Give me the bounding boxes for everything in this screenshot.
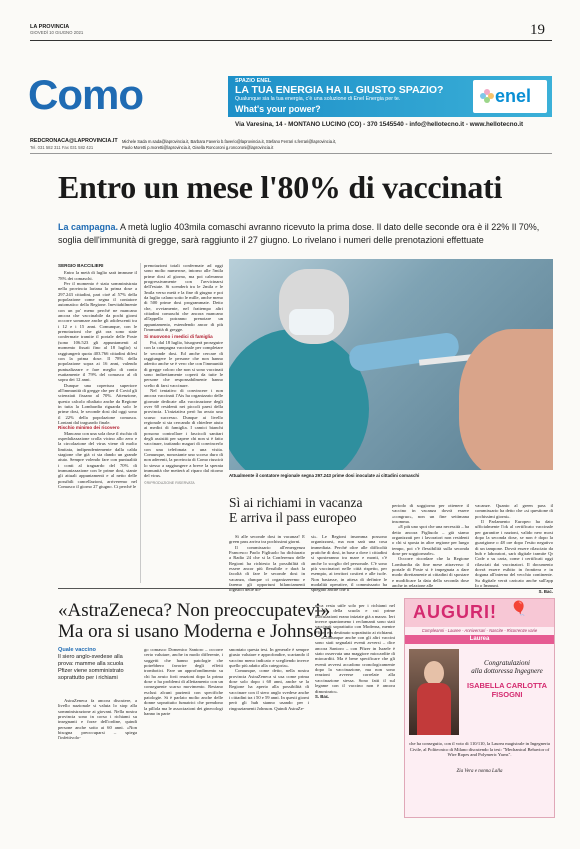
paragraph: Entro la metà di luglio sarà immune il 78% dei comaschi. — [58, 270, 137, 281]
paragraph: Sì alle seconde dosi in vacanza! E green pass arriva tra pochissimi giorni. — [229, 534, 305, 545]
gloved-hand — [348, 331, 461, 372]
paper-name: LA PROVINCIA — [30, 24, 70, 30]
main-headline: Entro un mese l'80% di vaccinati — [58, 169, 503, 205]
astra-headline-line-1: «AstraZeneca? Non preoccupatevi» — [58, 600, 331, 621]
lead-text: A metà luglio 403mila comaschi avranno ricevuto la prima dose. Il dato delle seconde ora è il 22% Il 70%, soglia dell'immunità di gregge, sarà raggiunto il 27 giugno. Lo rivelano i numeri delle prenotazioni effettuate — [58, 222, 540, 245]
ad-cta: What's your power? — [235, 104, 321, 114]
newsroom-email[interactable]: REDCRONACA@LAPROVINCIA.IT — [30, 138, 118, 144]
paragraph: Occorre ricordare che la Regione Lombardia da fine mese attraverso il portale di Poste si è impegnata a dare modo direttamente ai cittadini di spostare e modificare la data della seconda dose anche in relazione alle — [392, 556, 469, 589]
pass-col-1 — [229, 534, 305, 593]
graduate-face — [424, 661, 444, 685]
enel-logo-box — [473, 80, 547, 113]
paragraph: Nel tentativo di convincere i non ancora vaccinati l'Ats ha organizzato delle giornate dedicate alla vaccinazione degli over 60 residenti nei piccoli paesi della provincia. L'iniziativa però ha avuto uno scarso successo. Dunque ai livello regionale si sta cercando di chiedere aiuto ai medici di famiglia. I camici bianchi possono controllare i fascicoli sanitari degli assistiti per sapere chi non si è fatto vaccinare, trattando magari di convincerlo con una telefonata o una visita. Comunque, nonostante uno scorso duro di non aderenti, la provincia di Como riuscirà lo stesso a raggiungere a breve la sperata immunità che metterà al riparo dal ritorno del virus. — [144, 387, 223, 479]
paragraph: vacanze. Quanto al green pass il commissario ha detto che «si questione di pochissimi giorni». — [475, 503, 553, 519]
staff-line-1: Michele Sada m.sada@laprovincia.it, Barbara Faverio b.faverio@laprovincia.it, Stefano Ferrari s.ferrari@laprovincia.it, — [122, 139, 337, 144]
astra-lead-text: Il siero anglo-svedese alla prova: mamme alla scuola Pfizer viene somministrato soprattutto per i richiami — [58, 654, 124, 681]
astra-col-2 — [144, 647, 223, 716]
astra-kicker: Quale vaccino — [58, 647, 96, 653]
ad-address: Via Varesina, 14 - MONTANO LUCINO (CO) - 370 1545540 - info@hellotecno.it - www.hellotecno.it — [235, 121, 524, 128]
enel-ad[interactable] — [228, 76, 552, 132]
paragraph: «Comunque anche con gli altri vaccini sono stati segnalati eventi avversi – dice ancora Santoro – con Pfizer in Israele è stato osservata una maggiore miocardite di miocarditi. Ma è bene specificare che gli eventi avversi accadono cronologicamente dopo la vaccinazione, ma non sono reazioni avverse correlate alla vaccinazione stessa. Sono fatti il sul legame con il vaccino non è ancora dimostrato». — [315, 635, 395, 694]
graduate-name — [461, 681, 553, 699]
main-col-2 — [144, 263, 223, 486]
contact-rule — [30, 153, 552, 154]
subheading: Rischio minimo dei ricovero — [58, 425, 120, 431]
name-line-2: FISOGNI — [491, 690, 523, 699]
ad-headline: LA TUA ENERGIA HA IL GIUSTO SPAZIO? — [235, 84, 444, 96]
pass-headline-line-2: E arriva il pass europeo — [229, 510, 357, 525]
congrats-line-2: alla dottoressa Ingegnere — [471, 667, 543, 675]
astra-col-3 — [229, 647, 309, 711]
pass-col-2 — [311, 534, 387, 593]
paragraph: periodo di soggiorno per ottenere il vaccino in vacanza dovrà essere «congruo», non un fine settimana insomma. — [392, 503, 469, 525]
photo-caption: Attualmente il contatore regionale segna 297.243 prime dosi inoculate ai cittadini comaschi — [229, 473, 420, 478]
face-mask — [289, 309, 334, 335]
laurea-label: Laurea — [469, 636, 490, 642]
congrats-text — [463, 659, 551, 675]
subheading: Si muovono i medici di famiglia — [144, 334, 213, 340]
nurse-gown — [229, 329, 369, 470]
name-line-1: ISABELLA CARLOTTA — [467, 681, 547, 690]
paragraph: prenotazioni totali confermate ad oggi sono molto numerose, intorno alle 5mila prime dosi al giorno, ma poi caleranno progressivamente con l'avvicinarsi dell'estate. Si scenderà tra le 2mila e le 3mila verso metà e la fine di giugno e poi da luglio calano sotto le mille, anche meno di 500 prime dosi programmate. Detto che, ovviamente, nel frattempo altri cittadini comaschi che ancora mancano all'appello potranno prenotare un appuntamento, estendendo ancor di più l'immunità di gregge. — [144, 263, 223, 333]
auguri-title: AUGURI! — [413, 602, 497, 622]
signature: S. Bac. — [538, 588, 553, 594]
section-rule — [58, 588, 553, 589]
balloon-icon: 🎈 — [510, 602, 528, 617]
page-number: 19 — [530, 22, 545, 38]
graduate-photo — [409, 649, 459, 735]
paragraph: Dunque una copertura superiore all'immunità di gregge che per il Covid gli scienziati fissano al 70%. Attenzione, questo calcolo ribaltato anche da Regione in tutta la Lombardia riguarda solo le prime dosi, le seconde dosi dal oggi sono il 22% della popolazione comasca. Lontani dal traguardo finale. — [58, 382, 137, 425]
paragraph: «E più uno spot che una necessità – ha detto ancora Figliuolo – già siamo organizzati per i lavoratori non residenti o chi si sposta in altre regione per lungo tempo, poi c'è flessibilità sulla seconda dose per soggiornarle». — [392, 524, 469, 557]
section-title: Como — [28, 71, 143, 118]
enel-logo-text: enel — [495, 86, 532, 106]
paragraph: smontato questa tesi. In generale è sempre giusto valutare e approfondire, scartando il vaccino meno indicato e scegliendo invece quello più adatto alla categoria». — [229, 647, 309, 669]
paragraph: AstraZeneca fa ancora discutere, a livello nazionale si valuta lo stop alla somministrazione ai giovani. Nella nostra provincia sono in corso i richiami su insegnanti e forze dell'ordine, quindi persone anche sotto ai 60 anni. «Non bisogna preoccuparsi – spiega l'infettivolo- — [58, 698, 137, 741]
staff-line-2: Paolo Moretti p.moretti@laprovincia.it, Gisella Roncoroni g.roncoroni@laprovincia.it — [122, 145, 274, 150]
top-rule — [30, 40, 552, 41]
pass-col-3 — [392, 503, 469, 589]
astra-lead — [58, 647, 138, 682]
column-divider — [140, 263, 141, 583]
congrats-line-1: Congratulazioni — [484, 659, 530, 667]
astra-headline-line-2: Ma ora si usano Moderna e Johnson — [58, 621, 333, 642]
astra-col-1 — [58, 698, 137, 741]
paragraph: go comasco Domenico Santoro – occorre certo valutare, anche in modo differente, i soggetti che hanno patologie che potrebbero favorire degli effetti trombotici. Fare un approfondimento su chi ha avuto forti reazioni dopo la prima dose o ha problemi di allettamento con un conseguente scarso movimento. Restano esclusi alcuni pazienti con specifiche patologie. Si è parlato molto anche delle donne soprattutto fumatrici che prendono la pillola ma le associazioni dei ginecologi hanno in parte — [144, 647, 223, 717]
copyright: ©RIPRODUZIONE RISERVATA — [144, 480, 195, 485]
paragraph: Per il momento è stata somministrata nella provincia lariana la prima dose a 297.243 cittadini, pari cioè al 57% della popolazione come segna il contatore automatico della Regione. Inevitabilmente con un po' meno perché ne mancano ancora che vaccinabile da pochi giorni occorre sommare anche gli adolescenti tra i 12 e i 15 anni. Comunque, con le prenotazioni che già ora sono state confermate tramite il portale delle Poste (sono 106.523 gli appuntamenti al momento fissati fino al 18 luglio) si raggiungerà quota 403.766 cittadini difesi con la prima dose. Il 78% della popolazione sopra ai 16 anni, valendo puntualizzare e fare meglio di conto esattamente il 79% del comasco al di sopra dei 12 anni. — [58, 281, 137, 383]
pass-headline-line-1: Sì ai richiami in vacanza — [229, 495, 363, 510]
paragraph: Il commissario all'emergenza Francesco Paolo Figliuolo ha dichiarato a Radio 24 che si la Conferenza delle Regioni ha richiesto la possibilità di essere ancor più flessibile e darà la facoltà di fare le seconde dosi in vacanza, dunque ci organizzeremo e faremo gli opportuni bilanciamenti logistici delle do- — [229, 544, 305, 593]
paragraph: neca resta utile solo per i richiami nel mondo della scuola e cui prime inoculazioni erano iniziate già a marzo. Ieri invece quantomeno i reclamanti sono stati vaccinati soprattutto con Moderna, mentre Pfizer era destinato soprattutto ai richiami. — [315, 603, 395, 635]
patient-arm — [459, 329, 553, 470]
newsroom-phone: Tel. 031 582 311 Fax 031 582 421 — [30, 145, 94, 150]
pass-col-4 — [475, 503, 553, 594]
issue-date: GIOVEDÌ 10 GIUGNO 2021 — [30, 30, 84, 35]
auguri-sign: Zia Vera e nonna Lalla — [456, 769, 503, 774]
paragraph: Il Parlamento Europeo ha dato ufficialmente l'ok al certificato vaccinale per garantire i nazioni, valido new most dopo la seconda dose, se non è dopo la guarigione o 48 ore dopo l'esito negativo di un tampone. Dovrà essere rilasciato da hub e laboratori, sarà digitale tramite Qr Code o su carta, come i certificati oggi rilasciati dai vaccinatori. Il documento dovrà essere esibito in frontiera e in dogana all'interno del vecchio continente. Su digitale verrà caricato anche sull'app Io o Immuni. — [475, 519, 553, 589]
ad-kicker: SPAZIO ENEL — [235, 78, 272, 84]
signature: S. Bac. — [315, 693, 330, 699]
astra-col-4 — [315, 603, 395, 699]
auguri-ad[interactable] — [404, 598, 555, 818]
ad-subline: Qualunque sia la tua energia, c'è una soluzione di Enel Energia per te. — [235, 96, 401, 102]
paragraph: Poi, dal 18 luglio, bisognerà proseguire con la campagna vaccinale per completare le seconde dosi. Ed anche cercare di raggiungere le persone che non hanno aderito anche se è vero che con l'immunità di gregge coloro che non si sono vaccinati sono indirettamente coperti da tutte le persone che responsabilmente hanno scelto di farsi vaccinare. — [144, 339, 223, 388]
byline: SERGIO BACCILIERI — [58, 263, 104, 268]
enel-flower-icon — [479, 87, 495, 105]
paragraph: si». Le Regioni insomma possono organizzarsi, ma non sarà una cosa immediata. Perché oltre alle difficoltà pratiche di dosi, in base a dove i cittadini si sposteranno tra mare e monti, c'è anche lo scoglio del personale. C'è sono più vaccinatori nelle città rispetto, per esempio, ai territori costieri e alle isole. Non bastasse, in attesa di definire le modalità operative, il commissario ha spiegato anche che il — [311, 534, 387, 593]
auguri-occasions: Compleanni - Lauree - Anniversari - Nascite - Ricorrenze varie — [421, 628, 538, 633]
pass-headline — [229, 495, 405, 525]
vaccination-photo — [229, 259, 553, 470]
auguri-body: che ha conseguito, con il voto di 110/110, la Laurea magistrale in Ingegneria Civile, al Politecnico di Milano discutendo la tesi: "Mechanical Behavior of Wire Ropes and Polymeric Yarns". — [409, 741, 550, 758]
paragraph: Mancano con una sola dose il rischio di ospedalizzazione crolla vicino allo zero e la circolazione del virus viene di molto limitata, indipendentemente dalla calda stagione che già ci sta dando un grande aiuto. Sempre volendo fare con puntualità i conti al traguardo del 70% di immunizzazione con le prime dosi, stante gli attuali appuntamenti e al netto delle possibili cancellazioni, arriveremo nel Comasco il giorno 27 giugno. Ci perché le — [58, 430, 137, 490]
main-col-1 — [58, 263, 137, 489]
paragraph: Comunque, come detto, nella nostra provincia AstraZeneca si usa come prima dose solo dopo i 60 anni, anche se la Regione ha aperto alla possibilità di vaccinare con il siero anglo svedese anche i cittadini tra i 50 e 59 anni. In questi giorni però gli hub stanno usando per i ringraziamenti Johnson. Quindi AstraZe- — [229, 668, 309, 711]
lead-kicker: La campagna. — [58, 222, 119, 232]
graduate-wreath — [417, 683, 451, 735]
main-lead — [58, 221, 554, 246]
